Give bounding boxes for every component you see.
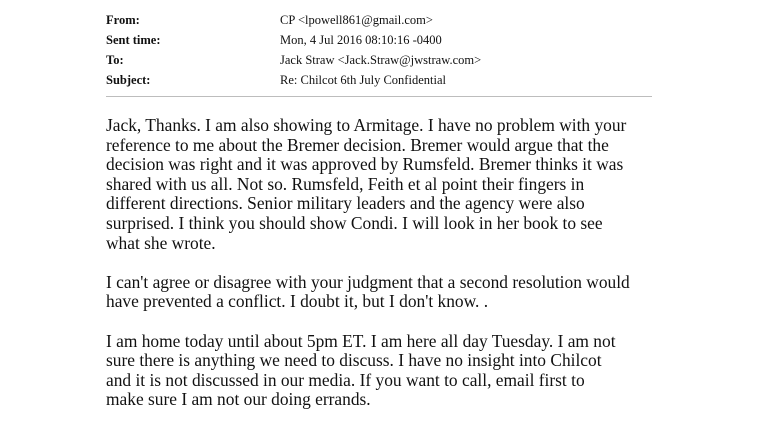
sent-time-label: Sent time: bbox=[106, 33, 161, 47]
to-value: Jack Straw <Jack.Straw@jwstraw.com> bbox=[280, 53, 482, 67]
to-label: To: bbox=[106, 53, 124, 67]
from-value: CP <lpowell861@gmail.com> bbox=[280, 13, 433, 27]
header-row-to bbox=[106, 50, 666, 70]
body-line: shared with us all. Not so. Rumsfeld, Feith et al point their fingers in bbox=[106, 173, 585, 194]
body-line: I can't agree or disagree with your judgment that a second resolution would bbox=[106, 271, 630, 292]
header-row-from bbox=[106, 10, 666, 30]
header-divider bbox=[106, 96, 652, 97]
body-line: sure there is anything we need to discuss. I have no insight into Chilcot bbox=[106, 350, 602, 371]
body-line: surprised. I think you should show Condi. I will look in her book to see bbox=[106, 212, 603, 233]
body-line: have prevented a conflict. I doubt it, but I don't know. . bbox=[106, 291, 489, 312]
body-line: and it is not discussed in our media. If you want to call, email first to bbox=[106, 369, 585, 390]
body-line: reference to me about the Bremer decision. Bremer would argue that the bbox=[106, 134, 609, 155]
subject-label: Subject: bbox=[106, 73, 151, 87]
sent-time-value: Mon, 4 Jul 2016 08:10:16 -0400 bbox=[280, 33, 442, 47]
body-paragraph-2 bbox=[106, 273, 666, 312]
body-paragraph-3 bbox=[106, 332, 666, 410]
subject-value: Re: Chilcot 6th July Confidential bbox=[280, 73, 446, 87]
header-row-sent-time bbox=[106, 30, 666, 50]
body-line: Jack, Thanks. I am also showing to Armitage. I have no problem with your bbox=[106, 115, 627, 135]
from-label: From: bbox=[106, 13, 140, 27]
body-paragraph-1 bbox=[106, 116, 666, 253]
email-body bbox=[106, 116, 666, 430]
body-line: what she wrote. bbox=[106, 232, 216, 253]
body-line: different directions. Senior military leaders and the agency were also bbox=[106, 193, 585, 214]
body-line: decision was right and it was approved by Rumsfeld. Bremer thinks it was bbox=[106, 154, 624, 175]
email-header bbox=[106, 10, 666, 90]
body-line: I am home today until about 5pm ET. I am here all day Tuesday. I am not bbox=[106, 330, 616, 351]
body-line: make sure I am not our doing errands. bbox=[106, 389, 371, 410]
header-row-subject bbox=[106, 70, 666, 90]
